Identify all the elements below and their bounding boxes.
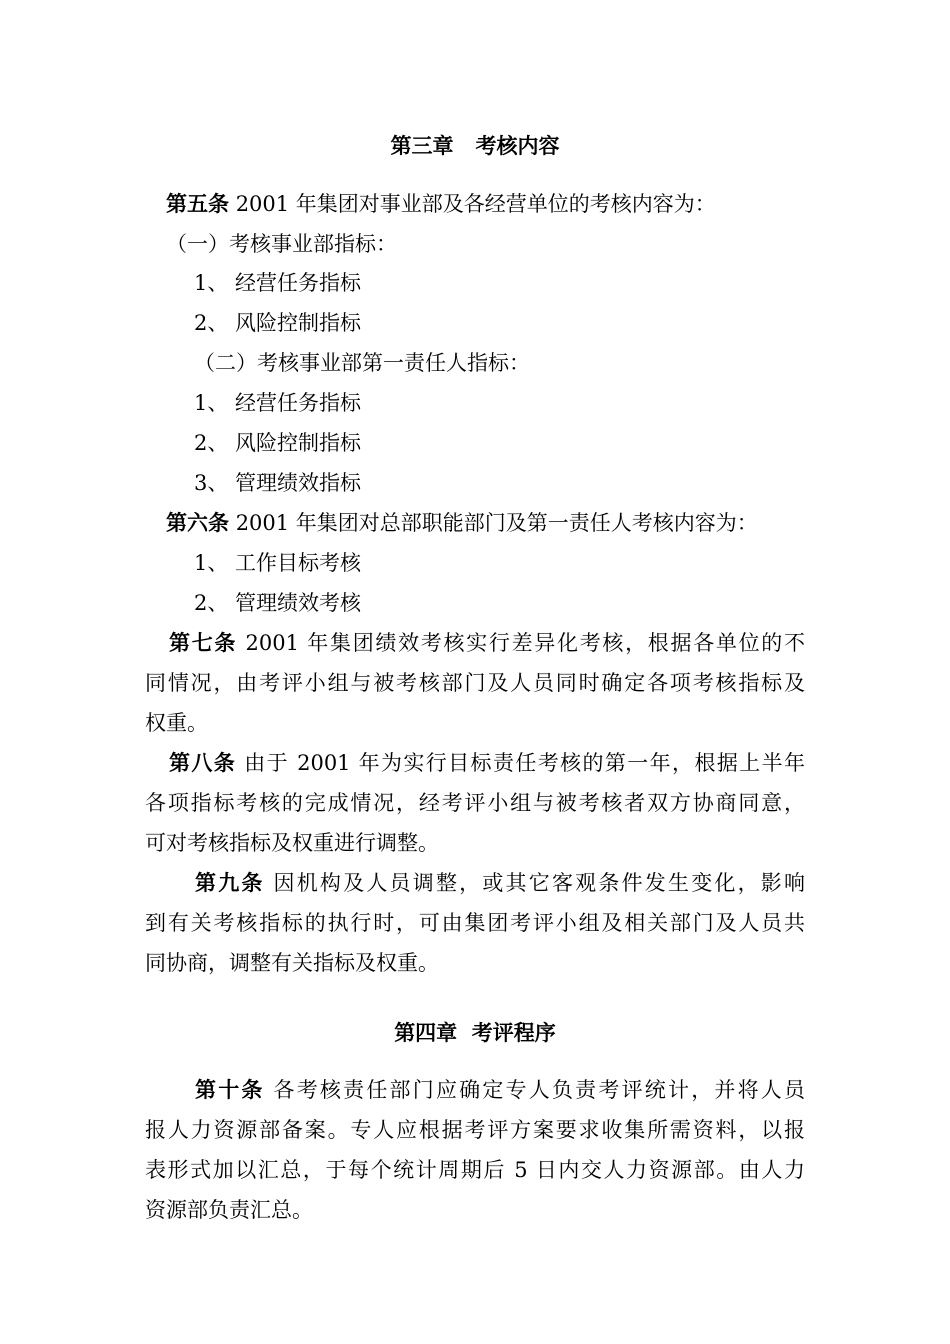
list-item: 1、 经营任务指标 bbox=[194, 271, 362, 295]
article-7-label: 第七条 bbox=[169, 631, 238, 655]
article-7-line-2: 同情况，由考评小组与被考核部门及人员同时确定各项考核指标及 bbox=[145, 671, 805, 695]
list-item: 3、 管理绩效指标 bbox=[194, 471, 362, 495]
article-9-line-1 bbox=[145, 868, 805, 898]
article-10-text: 各考核责任部门应确定专人负责考评统计，并将人员 bbox=[273, 1078, 806, 1102]
article-7-text: 2001 年集团绩效考核实行差异化考核，根据各单位的不 bbox=[245, 631, 805, 655]
article-8-line-2: 各项指标考核的完成情况，经考评小组与被考核者双方协商同意， bbox=[145, 791, 805, 815]
article-5-sub-2: （二）考核事业部第一责任人指标： bbox=[194, 351, 530, 375]
article-8-line-3: 可对考核指标及权重进行调整。 bbox=[145, 831, 439, 855]
article-5-text: 2001 年集团对事业部及各经营单位的考核内容为： bbox=[235, 192, 716, 216]
article-8-text: 由于 2001 年为实行目标责任考核的第一年，根据上半年 bbox=[244, 751, 805, 775]
list-item: 1、 工作目标考核 bbox=[194, 551, 362, 575]
article-8-label: 第八条 bbox=[169, 751, 237, 775]
article-9-text: 因机构及人员调整，或其它客观条件发生变化，影响 bbox=[273, 871, 806, 895]
chapter-3-title: 第三章 考核内容 bbox=[390, 134, 560, 158]
article-10-line-1 bbox=[145, 1075, 805, 1105]
article-7-line-1 bbox=[145, 628, 805, 658]
article-10-line-3: 表形式加以汇总，于每个统计周期后 5 日内交人力资源部。由人力 bbox=[145, 1158, 805, 1182]
article-6-label: 第六条 bbox=[166, 511, 229, 535]
article-9-line-2: 到有关考核指标的执行时，可由集团考评小组及相关部门及人员共 bbox=[145, 911, 805, 935]
article-10-label: 第十条 bbox=[195, 1078, 265, 1102]
list-item: 2、 风险控制指标 bbox=[194, 311, 362, 335]
article-5-label: 第五条 bbox=[166, 192, 229, 216]
article-5-sub-1: （一）考核事业部指标： bbox=[166, 232, 397, 256]
article-9-line-3: 同协商，调整有关指标及权重。 bbox=[145, 951, 439, 975]
article-5 bbox=[166, 189, 716, 219]
article-6 bbox=[166, 508, 758, 538]
article-10-line-2: 报人力资源部备案。专人应根据考评方案要求收集所需资料，以报 bbox=[145, 1118, 805, 1142]
article-9-label: 第九条 bbox=[195, 871, 265, 895]
article-10-line-4: 资源部负责汇总。 bbox=[145, 1198, 313, 1222]
article-6-text: 2001 年集团对总部职能部门及第一责任人考核内容为： bbox=[235, 511, 758, 535]
article-8-line-1 bbox=[145, 748, 805, 778]
list-item: 2、 风险控制指标 bbox=[194, 431, 362, 455]
list-item: 1、 经营任务指标 bbox=[194, 391, 362, 415]
list-item: 2、 管理绩效考核 bbox=[194, 591, 362, 615]
article-7-line-3: 权重。 bbox=[145, 711, 208, 735]
chapter-4-title: 第四章 考评程序 bbox=[394, 1021, 556, 1045]
